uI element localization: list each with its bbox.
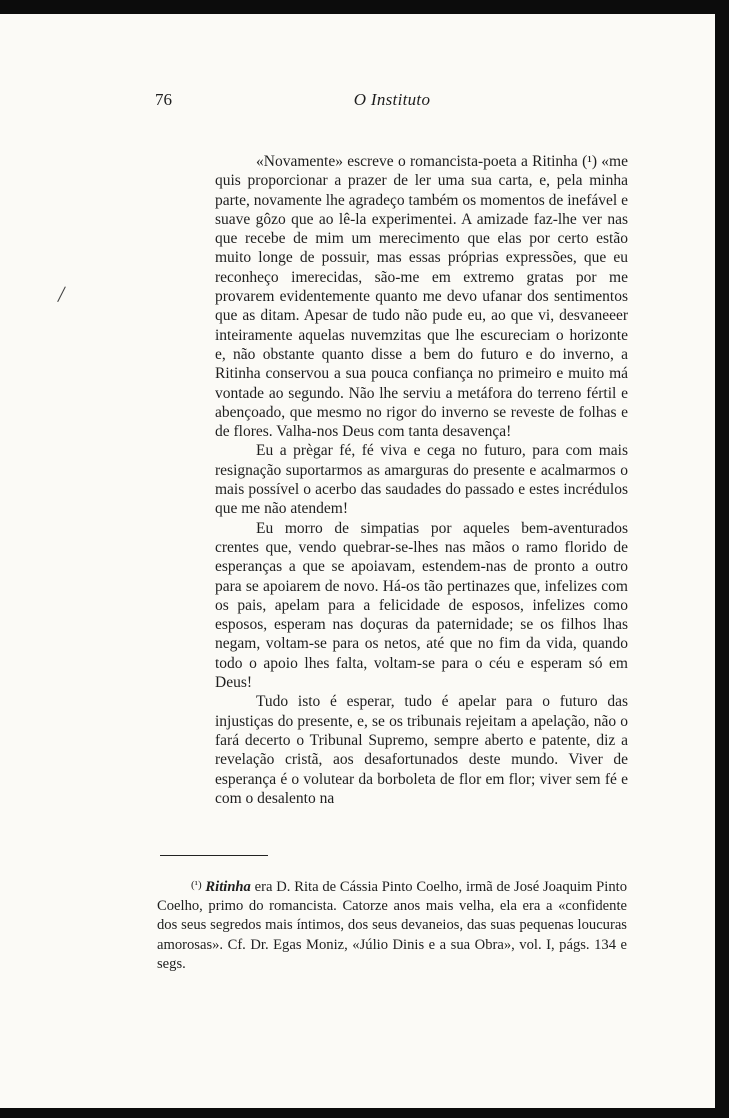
- running-header: [155, 90, 629, 112]
- margin-pen-mark: /: [56, 281, 67, 309]
- main-text: [215, 152, 628, 808]
- footnote: [157, 876, 627, 974]
- journal-title: O Instituto: [353, 90, 431, 109]
- scan-border-right: [715, 0, 729, 1118]
- footnote-marker: (¹): [191, 879, 202, 891]
- paragraph: Tudo isto é esperar, tudo é apelar para o futuro das injustiças do presente, e, se os tribunais rejeitam a apelação, não o fará decerto o Tribunal Supremo, sempre aberto e patente, diz a revelação cristã, aos desafortunados deste mundo. Viver de esperança é o volutear da borboleta de flor em flor; viver sem fé e com o desalento na: [215, 693, 628, 807]
- footnote-text: era D. Rita de Cássia Pinto Coelho, irmã de José Joaquim Pinto Coelho, primo do romancista. Catorze anos mais velha, ela era a «confidente dos seus segredos mais íntimos, dos seus devaneios, das suas pequenas loucuras amorosas». Cf. Dr. Egas Moniz, «Júlio Dinis e a sua Obra», vol. I, págs. 134 e segs.: [157, 879, 628, 972]
- paragraph: Eu a prègar fé, fé viva e cega no futuro, para com mais resignação suportarmos as amarguras do presente e acalmarmos o mais possível o acerbo das saudades do passado e estes incrédulos que me não atendem!: [215, 442, 628, 518]
- scan-border-bottom: [0, 1108, 729, 1118]
- paragraph: «Novamente» escreve o romancista-poeta a Ritinha (¹) «me quis proporcionar a prazer de ler uma sua carta, e, pela minha parte, novamente lhe agradeço também os momentos de inefável e suave gôzo que ao lê-la experimentei. A amizade faz-lhe ver nas que recebe de mim um merecimento que elas por certo estão muito longe de possuir, mas essas próprias expressões, que eu reconheço imerecidas, são-me em extremo gratas por me provarem evidentemente quanto me devo ufanar dos sentimentos que as ditam. Apesar de tudo não pude eu, ao que vi, desvaneeer inteiramente aquelas nuvemzitas que lhe escureciam o horizonte e, não obstante quanto disse a bem do futuro e do inverno, a Ritinha conservou a sua pouca confiança no primeiro e muito má vontade ao segundo. Não lhe serviu a metáfora do terreno fértil e abençoado, que mesmo no rigor do inverno se reveste de folhas e de flores. Valha-nos Deus com tanta desavença!: [215, 153, 628, 441]
- footnote-name: Ritinha: [205, 879, 251, 895]
- page-number: 76: [155, 90, 172, 109]
- paragraph: Eu morro de simpatias por aqueles bem-aventurados crentes que, vendo quebrar-se-lhes nas mãos o ramo florido de esperanças a que se apoiavam, estendem-nas de pronto a outro para se apoiarem de novo. Há-os tão pertinazes que, infelizes com os pais, apelam para a felicidade de esposos, infelizes como esposos, esperam nas doçuras da paternidade; se os filhos lhas negam, voltam-se para os netos, até que no fim da vida, quando todo o apoio lhes falta, voltam-se para o céu e esperam só em Deus!: [215, 519, 628, 692]
- scan-border-top: [0, 0, 729, 14]
- footnote-divider: [160, 855, 268, 856]
